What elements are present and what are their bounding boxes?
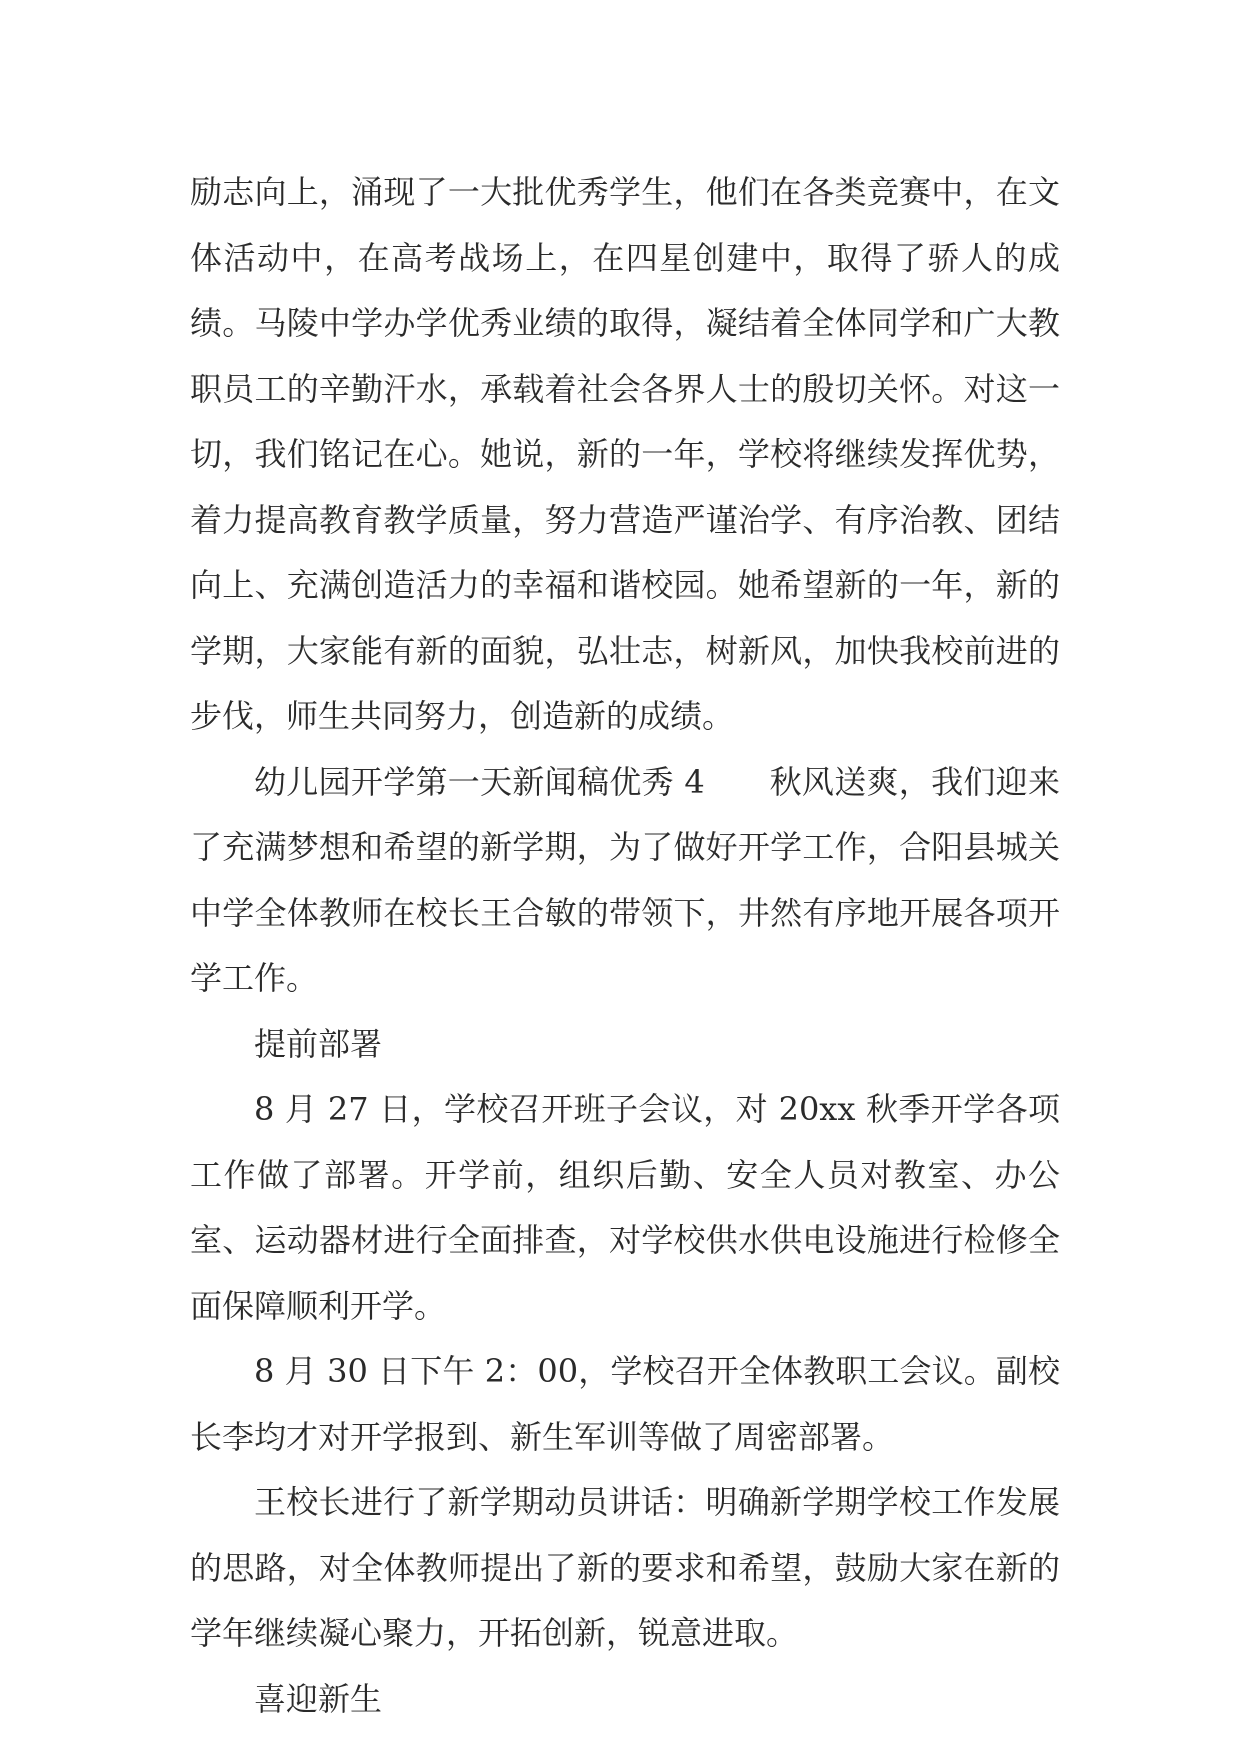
paragraph-principal-speech: 王校长进行了新学期动员讲话：明确新学期学校工作发展的思路，对全体教师提出了新的要求和希望，鼓励大家在新的学年继续凝心聚力，开拓创新，锐意进取。: [190, 1483, 1060, 1652]
paragraph-aug-30-meeting: 8 月 30 日下午 2：00，学校召开全体教职工会议。副校长李均才对开学报到、新生军训等做了周密部署。: [190, 1352, 1060, 1456]
document-body: [190, 160, 1060, 1732]
paragraph-continuation: 励志向上，涌现了一大批优秀学生，他们在各类竞赛中，在文体活动中，在高考战场上，在四星创建中，取得了骄人的成绩。马陵中学办学优秀业绩的取得，凝结着全体同学和广大教职员工的辛勤汗水，承载着社会各界人士的殷切关怀。对这一切，我们铭记在心。她说，新的一年，学校将继续发挥优势，着力提高教育教学质量，努力营造严谨治学、有序治教、团结向上、充满创造活力的幸福和谐校园。她希望新的一年，新的学期，大家能有新的面貌，弘壮志，树新风，加快我校前进的步伐，师生共同努力，创造新的成绩。: [190, 173, 1060, 735]
paragraph-aug-27-meeting: 8 月 27 日，学校召开班子会议，对 20xx 秋季开学各项工作做了部署。开学前，组织后勤、安全人员对教室、办公室、运动器材进行全面排查，对学校供水供电设施进行检修全面保障顺利开学。: [190, 1090, 1060, 1325]
section-heading-advance-planning: 提前部署: [254, 1024, 383, 1063]
section-heading-welcome-students: 喜迎新生: [254, 1679, 383, 1718]
paragraph-news-lead: 幼儿园开学第一天新闻稿优秀 4 秋风送爽，我们迎来了充满梦想和希望的新学期，为了做好开学工作，合阳县城关中学全体教师在校长王合敏的带领下，井然有序地开展各项开学工作。: [190, 762, 1060, 997]
